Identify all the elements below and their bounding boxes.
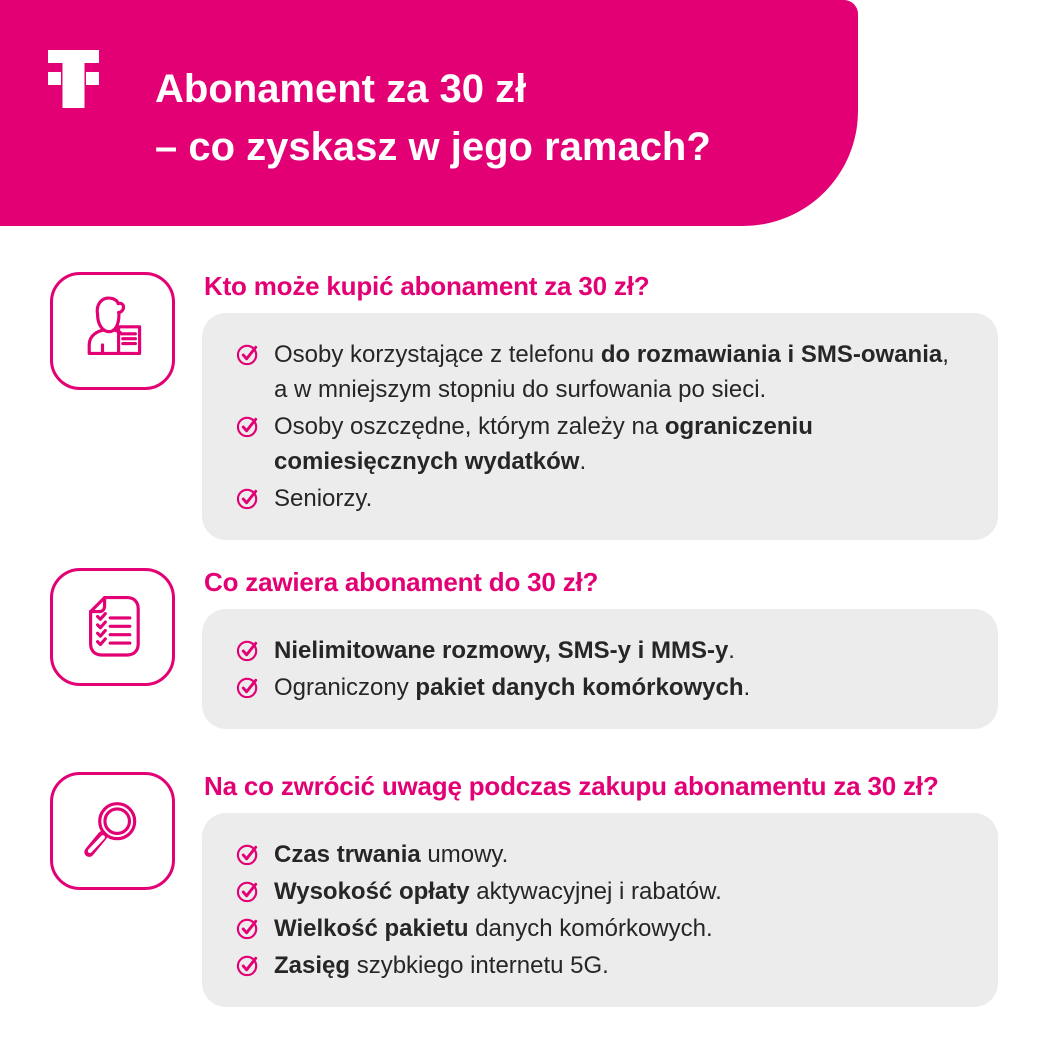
icon-box-checklist — [50, 568, 175, 686]
list-item-text: Wielkość pakietu danych komórkowych. — [274, 915, 713, 942]
list-item-text: Osoby oszczędne, którym zależy na ograniczeniu comiesięcznych wydatków. — [274, 413, 813, 475]
list-item — [236, 948, 968, 983]
icon-box-magnifier — [50, 772, 175, 890]
check-icon — [236, 486, 261, 511]
list-item-text: Czas trwania umowy. — [274, 841, 509, 868]
section-heading: Co zawiera abonament do 30 zł? — [204, 567, 599, 597]
list-item-text: Wysokość opłaty aktywacyjnej i rabatów. — [274, 878, 722, 905]
list-item — [236, 670, 968, 705]
list-item-text: Seniorzy. — [274, 485, 373, 512]
benefit-list — [236, 633, 968, 705]
page-title — [155, 60, 711, 176]
list-item-text: Osoby korzystające z telefonu do rozmawiania i SMS-owania, a w mniejszym stopniu do surfowania po sieci. — [274, 341, 949, 403]
section-heading: Na co zwrócić uwagę podczas zakupu abonamentu za 30 zł? — [204, 771, 939, 801]
person-with-document-icon — [71, 289, 155, 373]
benefit-list — [236, 837, 968, 983]
list-item-text: Nielimitowane rozmowy, SMS-y i MMS-y. — [274, 637, 735, 664]
header-banner — [0, 0, 858, 226]
list-item — [236, 337, 968, 407]
check-icon — [236, 953, 261, 978]
list-item — [236, 409, 968, 479]
list-item — [236, 837, 968, 872]
page-title-line-1: Abonament za 30 zł — [155, 67, 527, 111]
section-content — [202, 272, 998, 540]
list-item-text: Zasięg szybkiego internetu 5G. — [274, 952, 609, 979]
check-icon — [236, 879, 261, 904]
check-icon — [236, 842, 261, 867]
checklist-icon — [71, 585, 155, 669]
list-item — [236, 911, 968, 946]
section-heading: Kto może kupić abonament za 30 zł? — [204, 271, 650, 301]
section-content — [202, 772, 998, 1007]
section-attention-points — [50, 772, 998, 1007]
benefit-list — [236, 337, 968, 516]
icon-box-person — [50, 272, 175, 390]
section-who-can-buy — [50, 272, 998, 540]
list-item — [236, 633, 968, 668]
check-icon — [236, 916, 261, 941]
check-icon — [236, 638, 261, 663]
list-item — [236, 481, 968, 516]
magnifier-icon — [71, 789, 155, 873]
section-plan-contents — [50, 568, 998, 729]
benefits-panel — [202, 813, 998, 1007]
check-icon — [236, 342, 261, 367]
t-mobile-logo-icon — [48, 50, 99, 108]
section-content — [202, 568, 998, 729]
check-icon — [236, 675, 261, 700]
benefits-panel — [202, 313, 998, 540]
list-item-text: Ograniczony pakiet danych komórkowych. — [274, 674, 751, 701]
list-item — [236, 874, 968, 909]
benefits-panel — [202, 609, 998, 729]
page-title-line-2: – co zyskasz w jego ramach? — [155, 125, 711, 169]
check-icon — [236, 414, 261, 439]
